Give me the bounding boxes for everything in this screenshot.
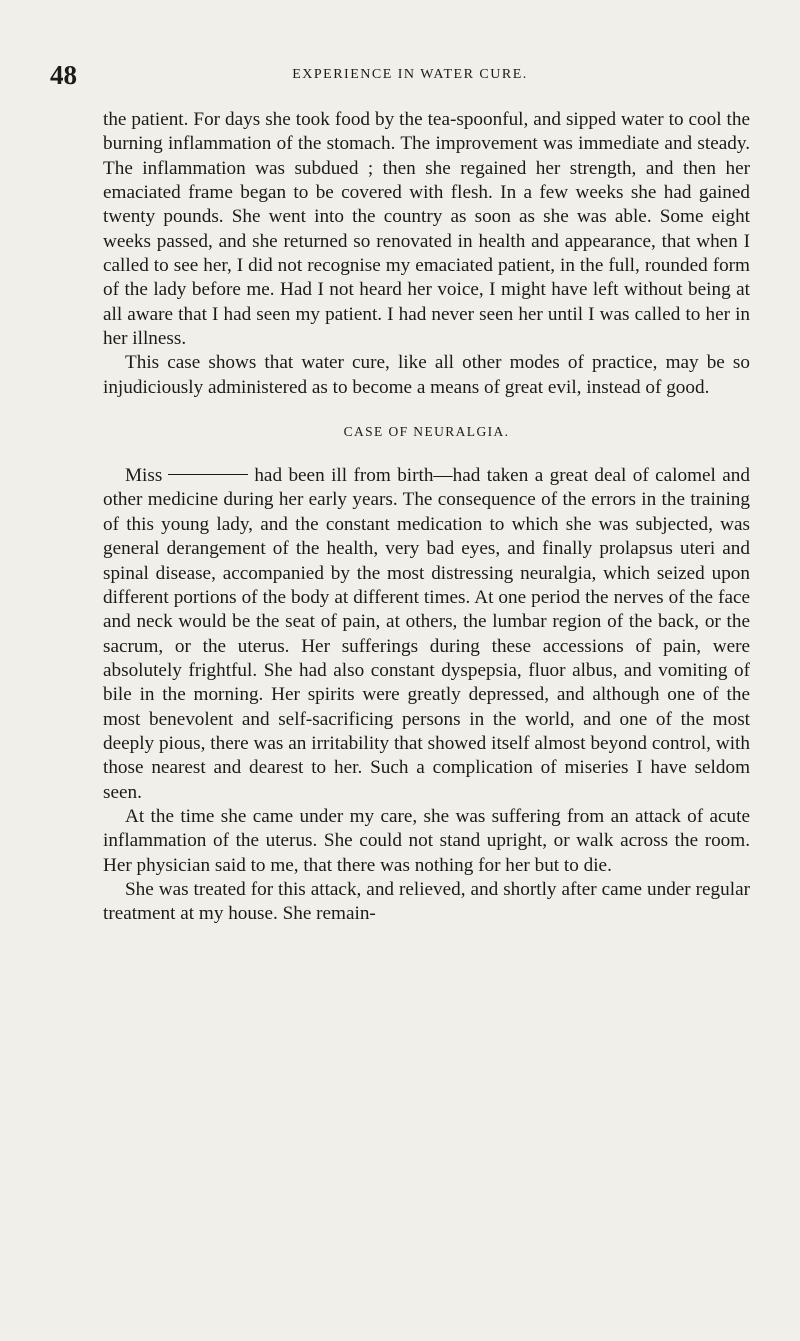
paragraph-acute-attack: At the time she came under my care, she was suffering from an attack of acute inflammation of the uterus. She could not stand upright, or walk across the room. Her physician said to me, that there was nothing for her but to die. [103, 805, 750, 876]
case-description-text: had been ill from birth—had taken a great deal of calomel and other medicine during her early years. The consequence of the errors in the training of this young lady, and the constant medication to which she was subjected, was general derangement of the health, very bad eyes, and finally prolapsus uteri and spinal disease, accompanied by the most distressing neuralgia, which seized upon different portions of the body at different times. At one period the nerves of the face and neck would be the seat of pain, at others, the lumbar region of the back, or the sacrum, or the uterus. Her sufferings during these accessions of pain, were absolutely frightful. She had also constant dyspepsia, fluor albus, and vomiting of bile in the morning. Her spirits were greatly depressed, and although one of the most benevolent and self-sacrificing persons in the world, and one of the most deeply pious, there was an irritability that showed itself almost beyond control, with those nearest and dearest to her. Such a complication of miseries I have seldom seen. [103, 465, 750, 803]
paragraph-water-cure-moral: This case shows that water cure, like all other modes of practice, may be so injudiciously administered as to become a means of great evil, instead of good. [103, 352, 750, 398]
paragraph-case-description [103, 464, 750, 805]
paragraph-treatment: She was treated for this attack, and relieved, and shortly after came under regular treatment at my house. She remain- [103, 878, 750, 925]
paragraph-continued: the patient. For days she took food by the tea-spoonful, and sipped water to cool the burning inflammation of the stomach. The improvement was immediate and steady. The inflammation was subdued ; then she regained her strength, and then her emaciated frame began to be covered with flesh. In a few weeks she had gained twenty pounds. She went into the country as soon as she was able. Some eight weeks passed, and she returned so renovated in health and appearance, that when I called to see her, I did not recognise my emaciated patient, in the full, rounded form of the lady before me. Had I not heard her voice, I might have left without being at all aware that I had seen my patient. I had never seen her until I was called to her in her illness. [103, 109, 750, 350]
name-omission-dash [168, 474, 248, 475]
section-heading: CASE OF NEURALGIA. [343, 424, 510, 440]
patient-name: Miss [125, 465, 163, 487]
running-title: EXPERIENCE IN WATER CURE. [292, 67, 528, 82]
body-text [103, 108, 750, 927]
page-header [50, 60, 770, 90]
page-number: 48 [50, 60, 77, 90]
